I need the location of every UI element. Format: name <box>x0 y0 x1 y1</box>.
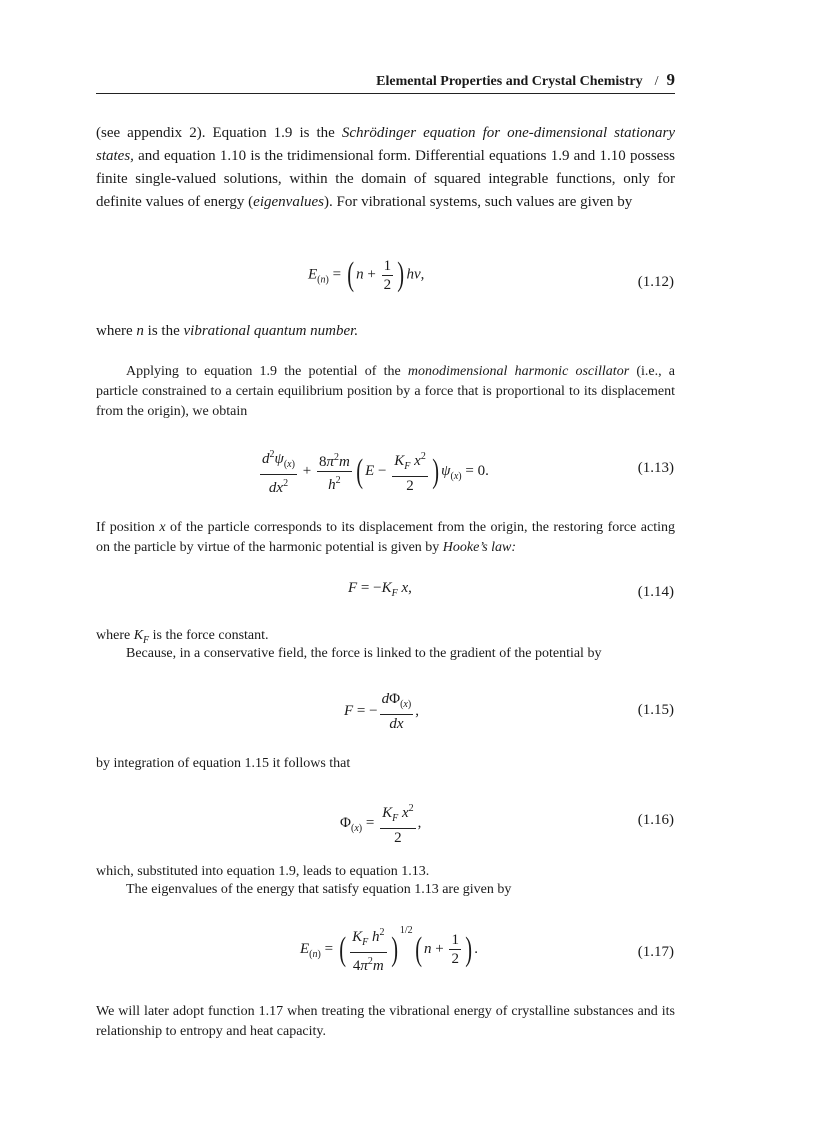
equation-1-14: $F = -K_F$ x, <box>348 580 412 599</box>
page-number: 9 <box>666 70 675 89</box>
paragraph-conservative-field: Because, in a conservative field, the force is linked to the gradient of the potential by <box>126 646 602 661</box>
equation-1-15: F = − $\frac{d\Phi_{(x)}}{dx}$ , <box>344 691 419 732</box>
equation-number-1-15: (1.15) <box>637 702 674 718</box>
paragraph-harmonic-oscillator: Applying to equation 1.9 the potential of the monodimensional harmonic oscillator (i.e., a particle constrained to a certain equilibrium position by a force that is proportional to its displacement from the origin), we obtain <box>96 364 676 419</box>
equation-number-1-17: (1.17) <box>637 944 674 960</box>
paragraph-integration: by integration of equation 1.15 it follows that <box>96 756 351 771</box>
running-title: Elemental Properties and Crystal Chemistry <box>376 74 643 89</box>
equation-1-17: $E_{(n)}$ = ( $\frac{K_F h^2}{4\pi^2m}$ )$^{1/2}$( n + $\frac{1}{2}$ ) . <box>300 924 479 974</box>
running-header <box>96 70 675 94</box>
equation-1-13: $\frac{d^2\psi_{(x)}}{dx^2}$ + $\frac{8\pi^2m}{h^2}$ ( E − $\frac{K_F x^2}{2}$ ) $\psi_{(x)} = 0$. <box>258 446 489 497</box>
equation-number-1-16: (1.16) <box>637 812 674 828</box>
header-separator: / <box>654 74 659 89</box>
paragraph-substituted: which, substituted into equation 1.9, leads to equation 1.13. <box>96 864 430 879</box>
equation-1-12: $E_{(n)}$ = ( n + $\frac{1}{2}$ ) hν, <box>308 256 425 293</box>
equation-number-1-12: (1.12) <box>637 274 674 290</box>
paragraph-force-constant: where $K_F$ is the force constant. <box>96 628 269 646</box>
paragraph-quantum-number: where n is the vibrational quantum number. <box>96 323 359 339</box>
equation-number-1-14: (1.14) <box>637 584 674 600</box>
paragraph-restoring-force: If position x of the particle corresponds to its displacement from the origin, the restoring force acting on the particle by virtue of the harmonic potential is given by Hooke’s law: <box>96 520 675 555</box>
paragraph-eigenvalues: The eigenvalues of the energy that satisfy equation 1.13 are given by <box>126 882 512 897</box>
equation-1-16: $\Phi_{(x)}$ = $\frac{K_F x^2}{2}$ , <box>340 800 421 847</box>
paragraph-conclusion: We will later adopt function 1.17 when treating the vibrational energy of crystalline substances and its relationship to entropy and heat capacity. <box>96 1004 675 1039</box>
equation-number-1-13: (1.13) <box>637 460 674 476</box>
paragraph-intro: (see appendix 2). Equation 1.9 is the Schrödinger equation for one-dimensional stationary states, and equation 1.10 is the tridimensional form. Differential equations 1.9 and 1.10 possess finite single-valued solutions, within the domain of squared integrable functions, only for definite values of energy (eigenvalues). For vibrational systems, such values are given by <box>96 125 675 210</box>
